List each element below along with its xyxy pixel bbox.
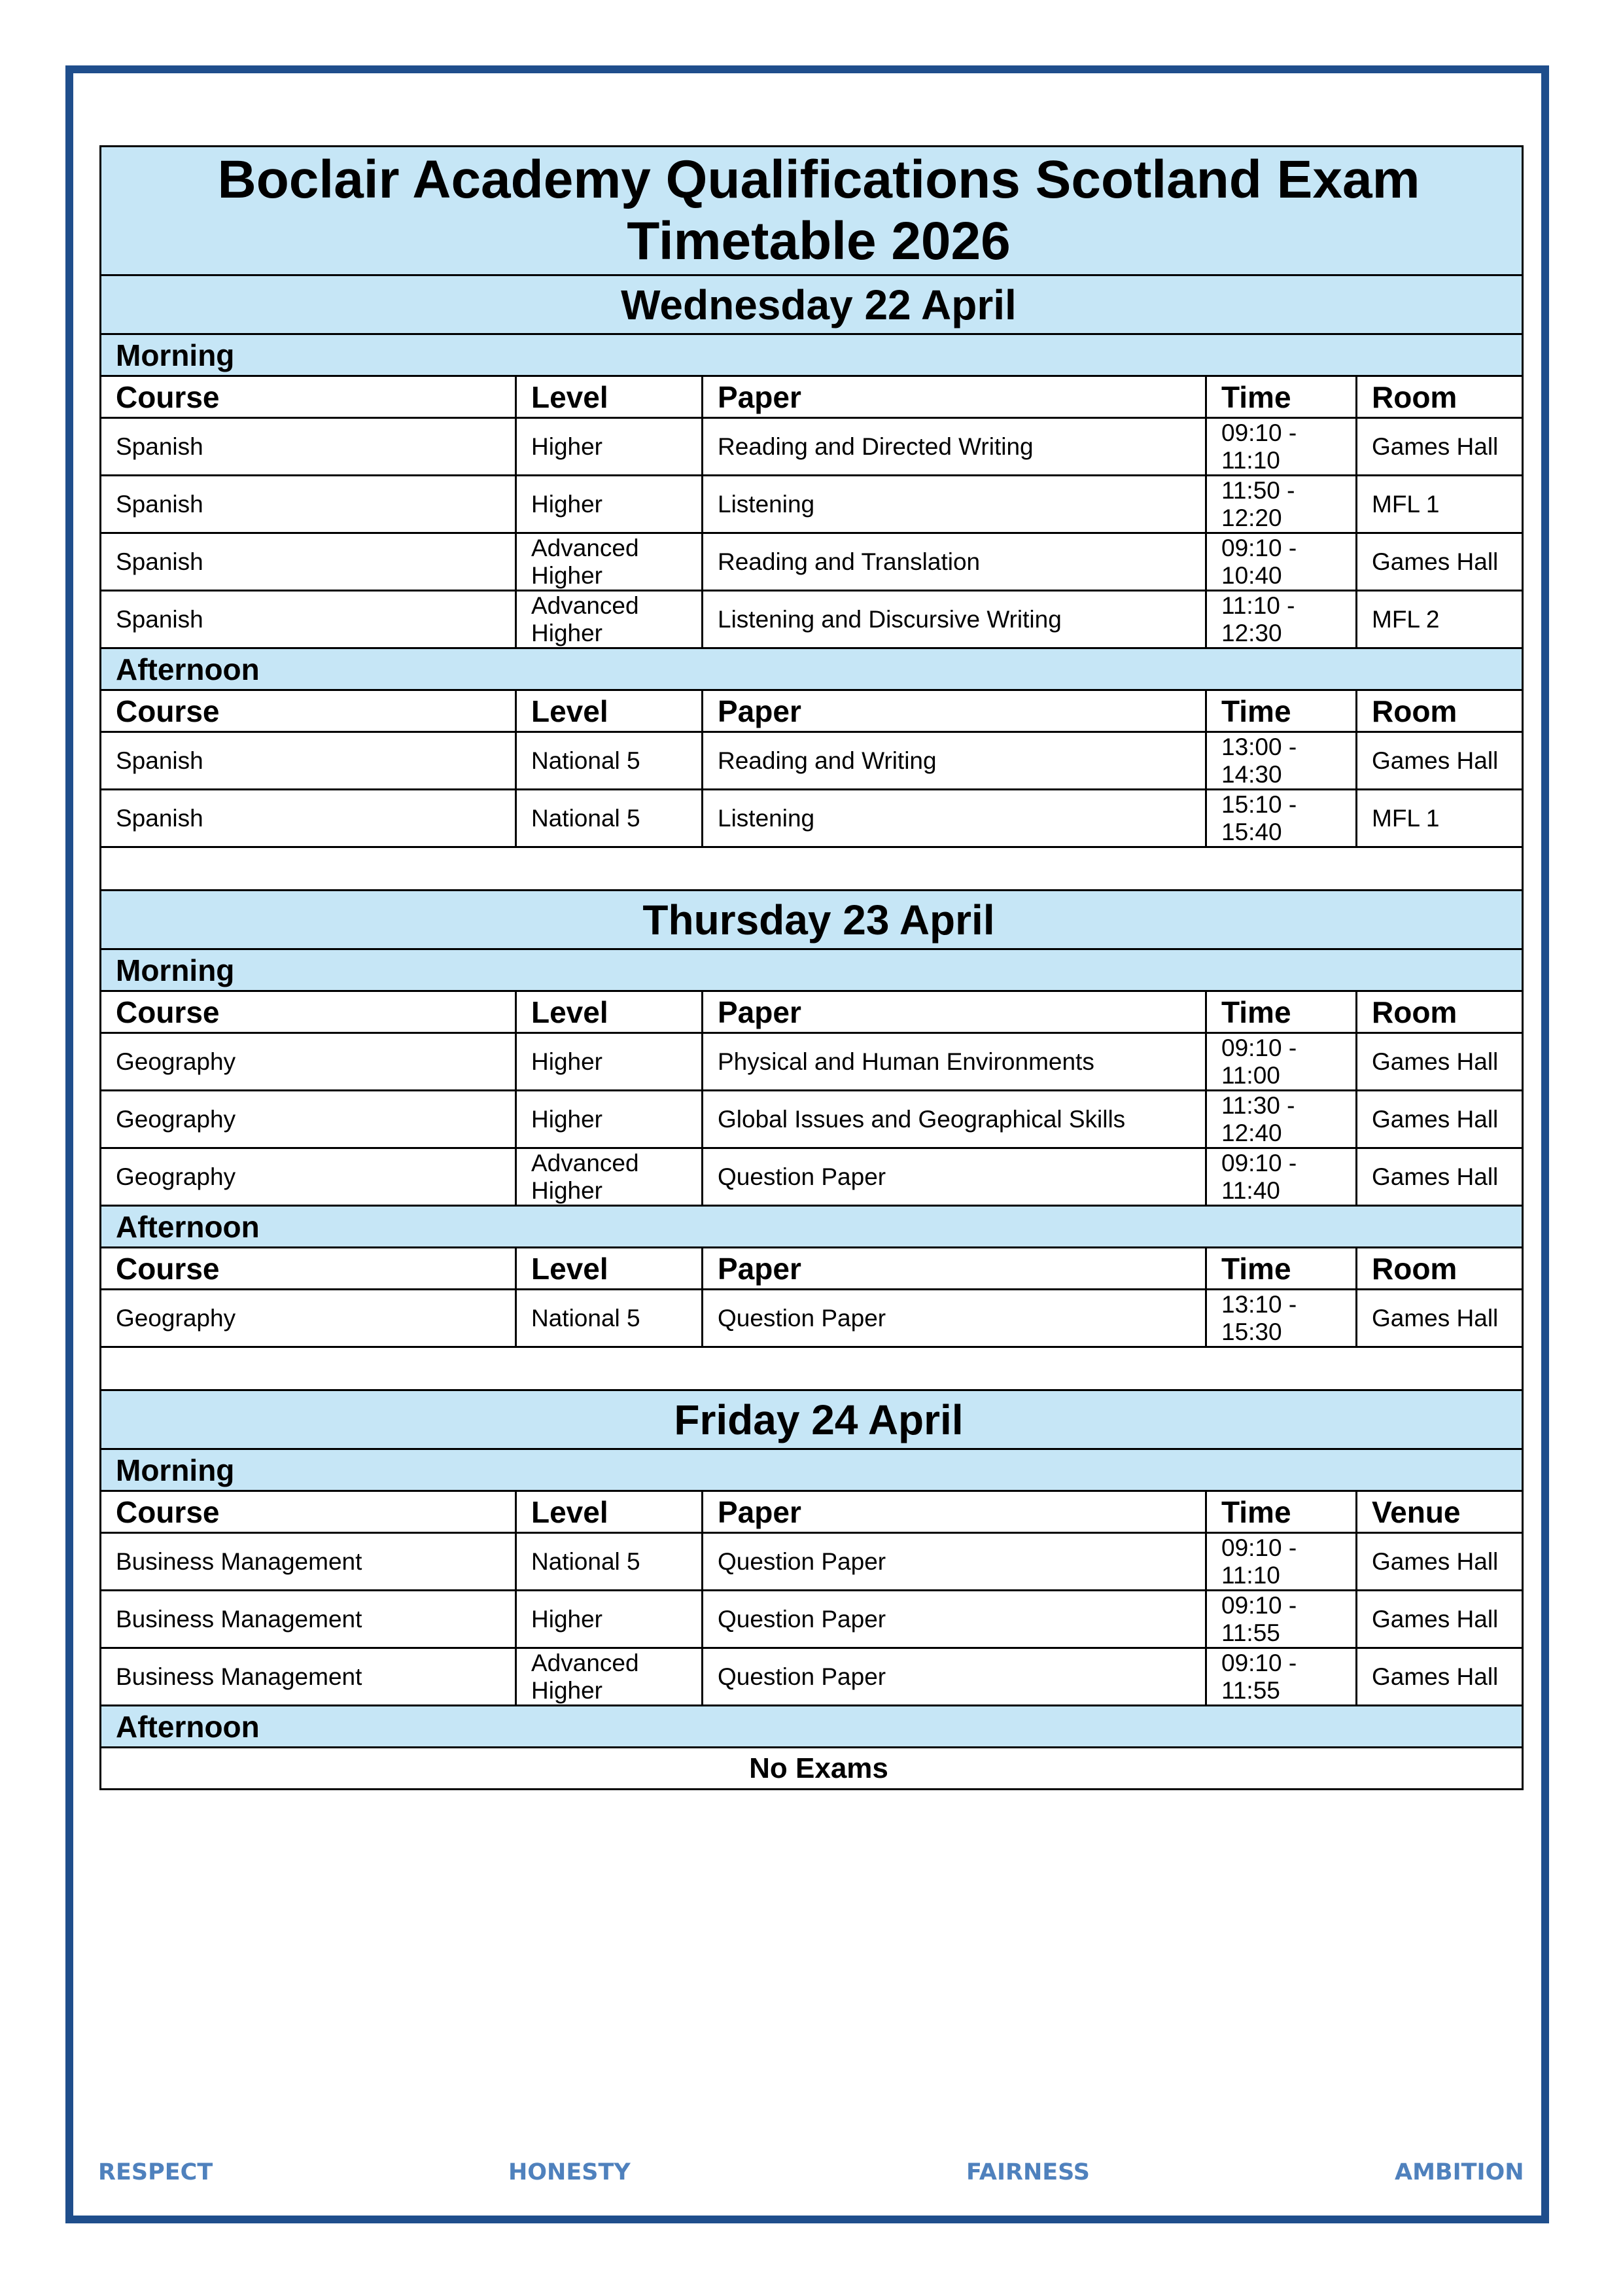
column-header: Room: [1357, 376, 1523, 418]
cell-level: Higher: [516, 1591, 703, 1648]
cell-room: Games Hall: [1357, 1148, 1523, 1206]
session-heading: Morning: [101, 949, 1523, 991]
table-row: [101, 1148, 1523, 1206]
table-row: [101, 732, 1523, 790]
table-row: [101, 591, 1523, 648]
cell-room: Games Hall: [1357, 1648, 1523, 1706]
cell-room: Games Hall: [1357, 1290, 1523, 1347]
cell-course: Geography: [101, 1148, 516, 1206]
column-header: Course: [101, 991, 516, 1033]
cell-time: 09:10 - 11:40: [1206, 1148, 1357, 1206]
cell-paper: Listening and Discursive Writing: [703, 591, 1206, 648]
footer-value-respect: RESPECT: [98, 2159, 213, 2185]
session-heading: Morning: [101, 334, 1523, 376]
column-header: Paper: [703, 1248, 1206, 1290]
session-heading-row: [101, 949, 1523, 991]
cell-course: Geography: [101, 1033, 516, 1091]
cell-paper: Question Paper: [703, 1290, 1206, 1347]
cell-time: 15:10 - 15:40: [1206, 790, 1357, 847]
column-header-row: [101, 690, 1523, 732]
table-row: [101, 1648, 1523, 1706]
cell-time: 11:30 - 12:40: [1206, 1091, 1357, 1148]
footer-value-honesty: HONESTY: [508, 2159, 631, 2185]
cell-course: Spanish: [101, 533, 516, 591]
cell-level: National 5: [516, 1533, 703, 1591]
table-row: [101, 1091, 1523, 1148]
column-header: Time: [1206, 690, 1357, 732]
cell-paper: Question Paper: [703, 1533, 1206, 1591]
cell-room: MFL 2: [1357, 591, 1523, 648]
cell-course: Business Management: [101, 1533, 516, 1591]
column-header: Room: [1357, 991, 1523, 1033]
session-heading-row: [101, 1206, 1523, 1248]
column-header: Level: [516, 376, 703, 418]
column-header: Paper: [703, 376, 1206, 418]
cell-paper: Global Issues and Geographical Skills: [703, 1091, 1206, 1148]
day-heading-row: [101, 1390, 1523, 1449]
cell-paper: Physical and Human Environments: [703, 1033, 1206, 1091]
cell-level: Higher: [516, 1033, 703, 1091]
cell-room: Games Hall: [1357, 732, 1523, 790]
column-header-row: [101, 376, 1523, 418]
cell-room: Games Hall: [1357, 1533, 1523, 1591]
day-heading-row: [101, 891, 1523, 949]
cell-course: Spanish: [101, 790, 516, 847]
column-header: Course: [101, 1491, 516, 1533]
spacer-row: [101, 847, 1523, 891]
footer-value-ambition: AMBITION: [1395, 2159, 1524, 2185]
column-header-row: [101, 1491, 1523, 1533]
table-row: [101, 1591, 1523, 1648]
session-heading: Afternoon: [101, 1706, 1523, 1748]
table-row: [101, 533, 1523, 591]
spacer-cell: [101, 1347, 1523, 1390]
cell-time: 09:10 - 11:00: [1206, 1033, 1357, 1091]
cell-level: National 5: [516, 1290, 703, 1347]
cell-paper: Question Paper: [703, 1148, 1206, 1206]
column-header-row: [101, 1248, 1523, 1290]
column-header-row: [101, 991, 1523, 1033]
column-header: Course: [101, 1248, 516, 1290]
column-header: Paper: [703, 690, 1206, 732]
cell-level: Higher: [516, 476, 703, 533]
cell-course: Spanish: [101, 476, 516, 533]
cell-paper: Question Paper: [703, 1648, 1206, 1706]
cell-course: Spanish: [101, 732, 516, 790]
cell-level: Higher: [516, 1091, 703, 1148]
cell-time: 09:10 - 11:55: [1206, 1648, 1357, 1706]
cell-level: Advanced Higher: [516, 533, 703, 591]
column-header: Time: [1206, 376, 1357, 418]
column-header: Time: [1206, 1491, 1357, 1533]
cell-time: 13:00 - 14:30: [1206, 732, 1357, 790]
cell-room: MFL 1: [1357, 790, 1523, 847]
cell-course: Geography: [101, 1290, 516, 1347]
cell-paper: Reading and Directed Writing: [703, 418, 1206, 476]
cell-room: Games Hall: [1357, 418, 1523, 476]
table-row: [101, 476, 1523, 533]
day-heading: Thursday 23 April: [101, 891, 1523, 949]
column-header: Room: [1357, 1248, 1523, 1290]
cell-level: Advanced Higher: [516, 1148, 703, 1206]
table-row: [101, 790, 1523, 847]
column-header: Paper: [703, 1491, 1206, 1533]
session-heading: Afternoon: [101, 1206, 1523, 1248]
cell-room: Games Hall: [1357, 1591, 1523, 1648]
cell-room: MFL 1: [1357, 476, 1523, 533]
column-header: Paper: [703, 991, 1206, 1033]
table-row: [101, 1290, 1523, 1347]
no-exams-row: [101, 1748, 1523, 1790]
cell-course: Business Management: [101, 1591, 516, 1648]
column-header: Time: [1206, 1248, 1357, 1290]
cell-time: 11:10 - 12:30: [1206, 591, 1357, 648]
column-header: Course: [101, 690, 516, 732]
cell-course: Business Management: [101, 1648, 516, 1706]
cell-level: National 5: [516, 732, 703, 790]
spacer-row: [101, 1347, 1523, 1390]
no-exams-note: No Exams: [101, 1748, 1523, 1790]
column-header: Level: [516, 690, 703, 732]
cell-room: Games Hall: [1357, 1033, 1523, 1091]
column-header: Level: [516, 991, 703, 1033]
session-heading-row: [101, 1706, 1523, 1748]
day-heading: Friday 24 April: [101, 1390, 1523, 1449]
cell-time: 09:10 - 11:10: [1206, 418, 1357, 476]
cell-time: 09:10 - 11:10: [1206, 1533, 1357, 1591]
column-header: Time: [1206, 991, 1357, 1033]
day-heading: Wednesday 22 April: [101, 275, 1523, 334]
cell-paper: Listening: [703, 790, 1206, 847]
session-heading: Afternoon: [101, 648, 1523, 690]
column-header: Venue: [1357, 1491, 1523, 1533]
cell-course: Geography: [101, 1091, 516, 1148]
cell-level: Advanced Higher: [516, 591, 703, 648]
cell-time: 09:10 - 10:40: [1206, 533, 1357, 591]
cell-paper: Reading and Writing: [703, 732, 1206, 790]
column-header: Room: [1357, 690, 1523, 732]
table-row: [101, 1533, 1523, 1591]
cell-level: Advanced Higher: [516, 1648, 703, 1706]
column-header: Level: [516, 1248, 703, 1290]
exam-timetable: [99, 145, 1524, 1790]
cell-level: National 5: [516, 790, 703, 847]
day-heading-row: [101, 275, 1523, 334]
page-title: Boclair Academy Qualifications Scotland Exam Timetable 2026: [101, 147, 1523, 275]
cell-time: 09:10 - 11:55: [1206, 1591, 1357, 1648]
table-row: [101, 418, 1523, 476]
cell-course: Spanish: [101, 418, 516, 476]
cell-room: Games Hall: [1357, 533, 1523, 591]
column-header: Course: [101, 376, 516, 418]
cell-room: Games Hall: [1357, 1091, 1523, 1148]
spacer-cell: [101, 847, 1523, 891]
session-heading: Morning: [101, 1449, 1523, 1491]
session-heading-row: [101, 648, 1523, 690]
table-row: [101, 1033, 1523, 1091]
cell-time: 11:50 - 12:20: [1206, 476, 1357, 533]
cell-paper: Listening: [703, 476, 1206, 533]
cell-level: Higher: [516, 418, 703, 476]
session-heading-row: [101, 334, 1523, 376]
column-header: Level: [516, 1491, 703, 1533]
cell-paper: Reading and Translation: [703, 533, 1206, 591]
footer-value-fairness: FAIRNESS: [966, 2159, 1090, 2185]
cell-paper: Question Paper: [703, 1591, 1206, 1648]
cell-time: 13:10 - 15:30: [1206, 1290, 1357, 1347]
session-heading-row: [101, 1449, 1523, 1491]
cell-course: Spanish: [101, 591, 516, 648]
